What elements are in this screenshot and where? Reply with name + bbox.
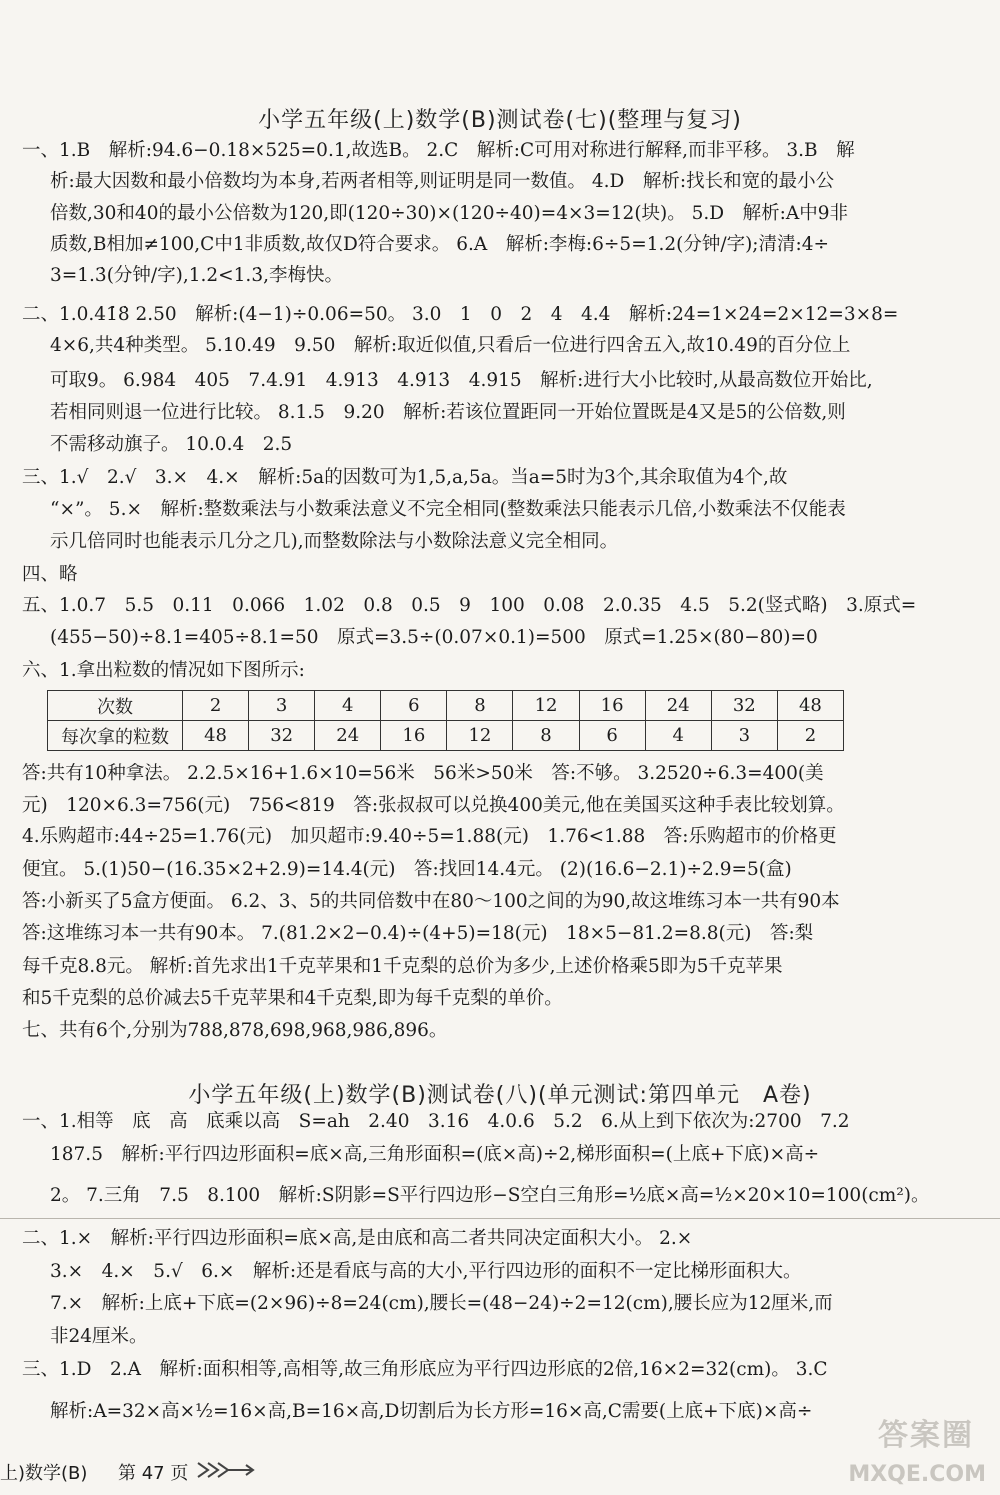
table-cell: 3 (249, 691, 315, 721)
text-line: 便宜。 5.(1)50−(16.35×2+2.9)=14.4(元) 答:找回14.4元。 (2)(16.6−2.1)÷2.9=5(盒) (22, 859, 792, 880)
text-line: (455−50)÷8.1=405÷8.1=50 原式=3.5÷(0.07×0.1)=500 原式=1.25×(80−80)=0 (50, 627, 818, 648)
table-cell: 8 (447, 691, 513, 721)
text-line: “×”。 5.× 解析:整数乘法与小数乘法意义不完全相同(整数乘法只能表示几倍,小数乘法不仅能表 (50, 499, 846, 520)
table-cell: 24 (645, 691, 711, 721)
text-line: 五、1.0.7 5.5 0.11 0.066 1.02 0.8 0.5 9 100 0.08 2.0.35 4.5 5.2(竖式略) 3.原式= (22, 595, 917, 616)
text-line: 7.× 解析:上底+下底=(2×96)÷8=24(cm),腰长=(48−24)÷2=12(cm),腰长应为12厘米,而 (50, 1293, 833, 1314)
text-line: 非24厘米。 (50, 1326, 148, 1347)
table-cell: 6 (381, 691, 447, 721)
text-line: 3.× 4.× 5.√ 6.× 解析:还是看底与高的大小,平行四边形的面积不一定比梯形面积大。 (50, 1261, 802, 1282)
table-cell: 2 (183, 691, 249, 721)
text-line: 解析:A=32×高×½=16×高,B=16×高,D切割后为长方形=16×高,C需要(上底+下底)×高÷ (50, 1401, 813, 1422)
table-row (48, 691, 844, 721)
text-line: 可取9。 6.984 405 7.4.91 4.913̇ 4.9̇13̇ 4.9̇15̇ 解析:进行大小比较时,从最高数位开始比, (50, 370, 873, 391)
text-line: 质数,B相加≠100,C中1非质数,故仅D符合要求。 6.A 解析:李梅:6÷5=1.2(分钟/字);清清:4÷ (50, 234, 830, 255)
text-line: 答:共有10种拿法。 2.2.5×16+1.6×10=56米 56米>50米 答:不够。 3.2520÷6.3=400(美 (22, 763, 824, 784)
footer-subject-label: 上)数学(B) (0, 1463, 88, 1484)
table-cell: 24 (315, 721, 381, 751)
text-line: 一、1.相等 底 高 底乘以高 S=ah 2.40 3.16 4.0.6 5.2 6.从上到下依次为:2700 7.2 (22, 1111, 850, 1132)
text-line: 二、1.0.41̇8̇ 2.50 解析:(4−1)÷0.06=50。 3.0 1 0 2 4 4.4 解析:24=1×24=2×12=3×8= (22, 304, 899, 325)
text-line: 4.乐购超市:44÷25=1.76(元) 加贝超市:9.40÷5=1.88(元) 1.76<1.88 答:乐购超市的价格更 (22, 826, 837, 847)
text-line: 三、1.D 2.A 解析:面积相等,高相等,故三角形底应为平行四边形底的2倍,16×2=32(cm)。 3.C (22, 1359, 828, 1380)
text-line: 187.5 解析:平行四边形面积=底×高,三角形面积=(底×高)÷2,梯形面积=(上底+下底)×高÷ (50, 1144, 820, 1165)
table-cell: 48 (777, 691, 843, 721)
text-line: 4×6,共4种类型。 5.10.49 9.50 解析:取近似值,只看后一位进行四舍五入,故10.49的百分位上 (50, 335, 851, 356)
watermark-url: MXQE.COM (848, 1462, 986, 1487)
table-cell: 3 (711, 721, 777, 751)
table-row-header: 每次拿的粒数 (48, 721, 183, 751)
text-line: 不需移动旗子。 10.0.4 2.5 (50, 434, 293, 455)
table-cell: 8 (513, 721, 579, 751)
text-line: 2。 7.三角 7.5 8.100 解析:S阴影=S平行四边形−S空白三角形=½底×高=½×20×10=100(cm²)。 (50, 1185, 930, 1206)
text-line: 示几倍同时也能表示几分之几),而整数除法与小数除法意义完全相同。 (50, 531, 619, 552)
watermark-logo-text: 答案圈 (878, 1418, 974, 1453)
table-cell: 16 (579, 691, 645, 721)
text-line: 六、1.拿出粒数的情况如下图所示: (22, 660, 305, 681)
text-line: 二、1.× 解析:平行四边形面积=底×高,是由底和高二者共同决定面积大小。 2.× (22, 1228, 693, 1249)
table-cell: 32 (249, 721, 315, 751)
text-line: 答:小新买了5盒方便面。 6.2、3、5的共同倍数中在80～100之间的为90,故这堆练习本一共有90本 (22, 891, 840, 912)
table-cell: 16 (381, 721, 447, 751)
text-line: 元) 120×6.3=756(元) 756<819 答:张叔叔可以兑换400美元,他在美国买这种手表比较划算。 (22, 795, 845, 816)
site-watermark (844, 1410, 994, 1490)
text-line: 每千克8.8元。 解析:首先求出1千克苹果和1千克梨的总价为多少,上述价格乘5即为5千克苹果 (22, 956, 783, 977)
page-number: 第 47 页 (118, 1463, 189, 1484)
table-row-header: 次数 (48, 691, 183, 721)
text-line: 一、1.B 解析:94.6−0.18×525=0.1,故选B。 2.C 解析:C可用对称进行解释,而非平移。 3.B 解 (22, 140, 855, 161)
text-line: 和5千克梨的总价减去5千克苹果和4千克梨,即为每千克梨的单价。 (22, 988, 563, 1009)
divider (0, 1218, 1000, 1219)
test-7-title: 小学五年级(上)数学(B)测试卷(七)(整理与复习) (258, 108, 742, 133)
text-line: 三、1.√ 2.√ 3.× 4.× 解析:5a的因数可为1,5,a,5a。当a=5时为3个,其余取值为4个,故 (22, 467, 788, 488)
text-line: 若相同则退一位进行比较。 8.1.5 9.20 解析:若该位置距同一开始位置既是4又是5的公倍数,则 (50, 402, 846, 423)
text-line: 3=1.3̇(分钟/字),1.2<1.3̇,李梅快。 (50, 265, 343, 286)
text-line: 七、共有6个,分别为788,878,698,968,986,896。 (22, 1020, 448, 1041)
table-cell: 12 (447, 721, 513, 751)
text-line: 四、略 (22, 564, 78, 585)
table-cell: 12 (513, 691, 579, 721)
text-line: 析:最大因数和最小倍数均为本身,若两者相等,则证明是同一数值。 4.D 解析:找长和宽的最小公 (50, 171, 835, 192)
arrows-icon (196, 1459, 256, 1481)
test-8-title: 小学五年级(上)数学(B)测试卷(八)(单元测试:第四单元 A卷) (188, 1083, 812, 1108)
text-line: 答:这堆练习本一共有90本。 7.(81.2×2−0.4)÷(4+5)=18(元) 18×5−81.2=8.8(元) 答:梨 (22, 923, 814, 944)
table-cell: 6 (579, 721, 645, 751)
table-cell: 48 (183, 721, 249, 751)
table-cell: 2 (777, 721, 843, 751)
table-cell: 4 (315, 691, 381, 721)
table-row (48, 721, 844, 751)
table-cell: 32 (711, 691, 777, 721)
counts-table (47, 690, 844, 751)
text-line: 倍数,30和40的最小公倍数为120,即(120÷30)×(120÷40)=4×3=12(块)。 5.D 解析:A中9非 (50, 203, 848, 224)
table-cell: 4 (645, 721, 711, 751)
